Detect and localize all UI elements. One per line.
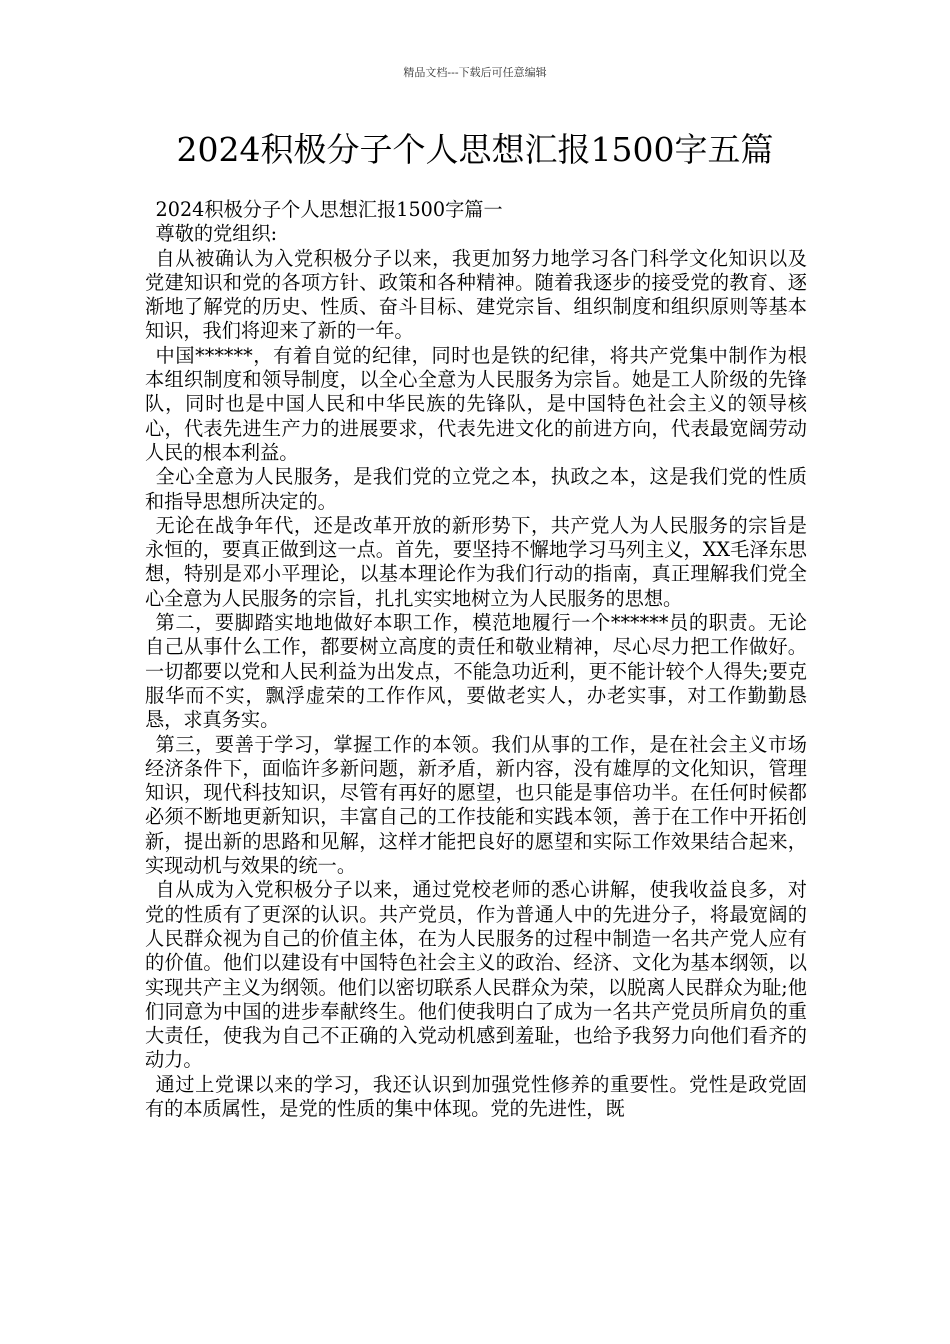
section-title: 2024积极分子个人思想汇报1500字篇一 [155,198,503,221]
page-header: 精品文档---下载后可任意编辑 [403,66,547,79]
paragraph: 通过上党课以来的学习，我还认识到加强党性修养的重要性。党性是政党固有的本质属性，是党的性质的集中体现。党的先进性，既 [145,1072,807,1120]
paragraph: 无论在战争年代，还是改革开放的新形势下，共产党人为人民服务的宗旨是永恒的，要真正做到这一点。首先，要坚持不懈地学习马列主义，XX毛泽东思想，特别是邓小平理论，以基本理论作为我们行动的指南，真正理解我们党全心全意为人民服务的宗旨，扎扎实实地树立为人民服务的思想。 [145,513,807,610]
document-title: 2024积极分子个人思想汇报1500字五篇 [176,130,774,169]
paragraph: 自从被确认为入党积极分子以来，我更加努力地学习各门科学文化知识以及党建知识和党的各项方针、政策和各种精神。随着我逐步的接受党的教育、逐渐地了解党的历史、性质、奋斗目标、建党宗旨、组织制度和组织原则等基本知识，我们将迎来了新的一年。 [145,246,807,343]
paragraph: 自从成为入党积极分子以来，通过党校老师的悉心讲解，使我收益良多，对党的性质有了更深的认识。共产党员，作为普通人中的先进分子，将最宽阔的人民群众视为自己的价值主体，在为人民服务的过程中制造一名共产党人应有的价值。他们以建设有中国特色社会主义的政治、经济、文化为基本纲领，以实现共产主义为纲领。他们以密切联系人民群众为荣，以脱离人民群众为耻;他们同意为中国的进步奉献终生。他们使我明白了成为一名共产党员所肩负的重大责任，使我为自己不正确的入党动机感到羞耻，也给予我努力向他们看齐的动力。 [145,878,807,1072]
paragraph: 全心全意为人民服务，是我们党的立党之本，执政之本，这是我们党的性质和指导思想所决定的。 [145,465,807,513]
document-body [145,198,807,1121]
paragraph: 第二，要脚踏实地地做好本职工作，模范地履行一个******员的职责。无论自己从事什么工作，都要树立高度的责任和敬业精神，尽心尽力把工作做好。一切都要以党和人民利益为出发点，不能急功近利，更不能计较个人得失;要克服华而不实，飘浮虚荣的工作作风，要做老实人，办老实事，对工作勤勤恳恳，求真务实。 [145,611,807,732]
salutation: 尊敬的党组织: [155,222,278,246]
paragraph: 中国******，有着自觉的纪律，同时也是铁的纪律，将共产党集中制作为根本组织制度和领导制度，以全心全意为人民服务为宗旨。她是工人阶级的先锋队，同时也是中国人民和中华民族的先锋队，是中国特色社会主义的领导核心，代表先进生产力的进展要求，代表先进文化的前进方向，代表最宽阔劳动人民的根本利益。 [145,343,807,464]
paragraph: 第三，要善于学习，掌握工作的本领。我们从事的工作，是在社会主义市场经济条件下，面临许多新问题，新矛盾，新内容，没有雄厚的文化知识，管理知识，现代科技知识，尽管有再好的愿望，也只能是事倍功半。在任何时候都必须不断地更新知识，丰富自己的工作技能和实践本领，善于在工作中开拓创新，提出新的思路和见解，这样才能把良好的愿望和实际工作效果结合起来，实现动机与效果的统一。 [145,732,807,878]
